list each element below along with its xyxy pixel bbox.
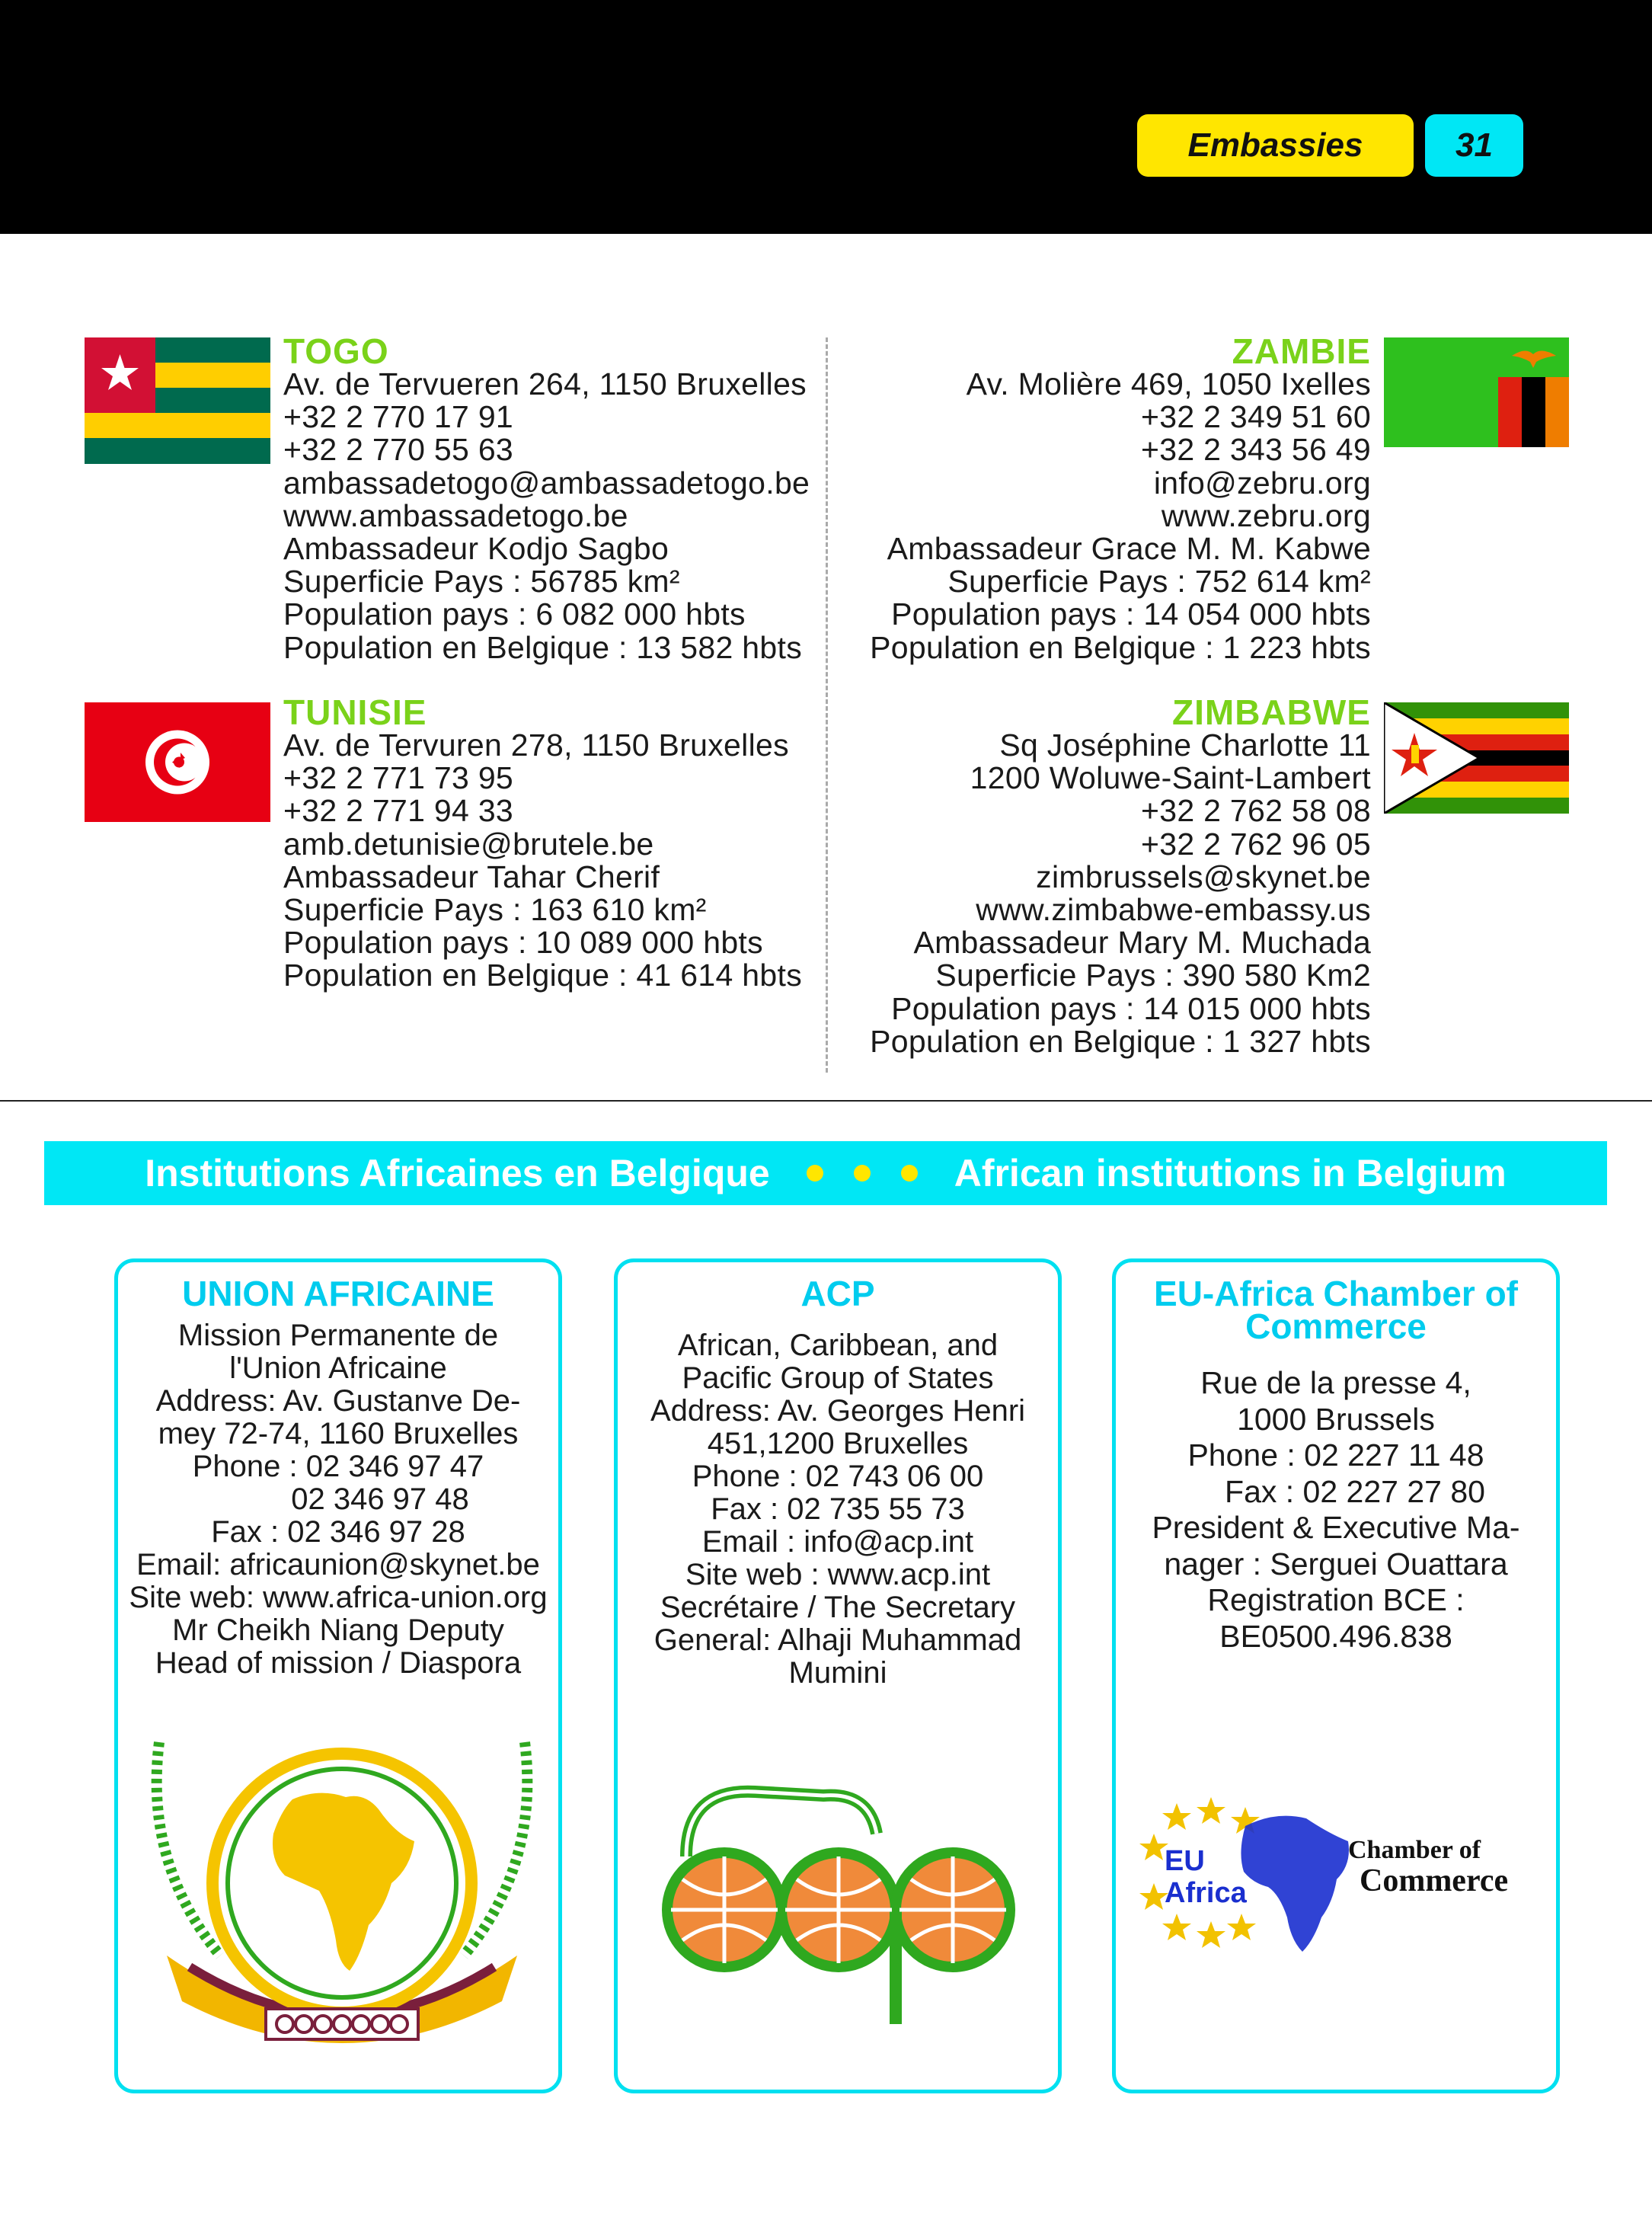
zambia-flag-icon xyxy=(1384,337,1569,447)
embassy-zimbabwe xyxy=(870,692,1371,1059)
dot-icon xyxy=(854,1165,871,1182)
institution-card-acp xyxy=(614,1258,1062,2093)
institution-title xyxy=(1116,1274,1556,1346)
embassy-togo xyxy=(283,331,810,665)
african-union-logo xyxy=(136,1727,548,2047)
embassy-line: ambassadetogo@ambassadetogo.be xyxy=(283,465,810,500)
detail-line: Email : info@acp.int xyxy=(701,1525,974,1559)
euafrica-africa-text: Africa xyxy=(1165,1877,1247,1909)
embassy-line: Population en Belgique : 13 582 hbts xyxy=(283,629,802,665)
detail-line: BE0500.496.838 xyxy=(1219,1618,1452,1654)
embassy-line: Superficie Pays : 752 614 km² xyxy=(947,564,1371,600)
detail-line: Registration BCE : xyxy=(1207,1582,1465,1617)
embassy-line: info@zebru.org xyxy=(1153,465,1371,500)
euafrica-eu-text: EU xyxy=(1165,1845,1205,1877)
embassy-line: +32 2 770 17 91 xyxy=(283,399,514,435)
euafrica-line1-text: Chamber of xyxy=(1348,1836,1481,1864)
detail-line: Mission Permanente de xyxy=(177,1319,499,1352)
embassy-line: amb.detunisie@brutele.be xyxy=(283,826,654,862)
institution-details xyxy=(618,1329,1058,1690)
detail-line: Secrétaire / The Secretary xyxy=(660,1591,1016,1624)
embassy-line: www.ambassadetogo.be xyxy=(283,497,628,533)
detail-line: 451,1200 Bruxelles xyxy=(707,1427,969,1460)
country-name: TUNISIE xyxy=(283,692,427,732)
section-divider xyxy=(0,1100,1652,1102)
country-name: ZIMBABWE xyxy=(1172,692,1371,732)
institution-title xyxy=(618,1274,1058,1313)
embassy-line: Population en Belgique : 1 327 hbts xyxy=(870,1023,1371,1059)
institution-details xyxy=(1116,1365,1556,1655)
detail-line: 02 346 97 48 xyxy=(291,1482,469,1516)
embassy-line: www.zimbabwe-embassy.us xyxy=(976,892,1371,928)
embassy-line: +32 2 343 56 49 xyxy=(1140,432,1371,468)
embassy-line: +32 2 762 58 08 xyxy=(1140,793,1371,829)
detail-line: Pacific Group of States xyxy=(682,1361,994,1395)
detail-line: Fax : 02 227 27 80 xyxy=(1225,1473,1485,1509)
embassy-line: Population pays : 14 015 000 hbts xyxy=(891,990,1371,1026)
detail-line: Fax : 02 346 97 28 xyxy=(211,1515,465,1549)
embassy-line: +32 2 770 55 63 xyxy=(283,432,514,468)
title-line: EU-Africa Chamber of xyxy=(1154,1274,1518,1313)
embassy-line: Superficie Pays : 390 580 Km2 xyxy=(935,958,1371,993)
dot-icon xyxy=(901,1165,918,1182)
detail-line: 1000 Brussels xyxy=(1237,1401,1435,1437)
detail-line: l'Union Africaine xyxy=(229,1351,447,1385)
embassy-line: Population pays : 6 082 000 hbts xyxy=(283,596,746,632)
embassy-line: Av. Molière 469, 1050 Ixelles xyxy=(966,366,1371,401)
detail-line: Head of mission / Diaspora xyxy=(155,1646,522,1680)
detail-line: Phone : 02 227 11 48 xyxy=(1187,1437,1484,1473)
country-name: ZAMBIE xyxy=(1232,331,1371,371)
column-divider xyxy=(826,337,828,1073)
dot-icon xyxy=(807,1165,823,1182)
institution-title xyxy=(118,1274,558,1313)
page-number: 31 xyxy=(1425,114,1523,177)
acp-logo xyxy=(641,1750,1037,2039)
institutions-banner xyxy=(44,1141,1607,1205)
embassy-line: +32 2 762 96 05 xyxy=(1140,826,1371,862)
togo-flag-icon xyxy=(85,337,270,464)
title-line: ACP xyxy=(800,1274,875,1313)
institution-card-eu-africa-chamber xyxy=(1112,1258,1560,2093)
zimbabwe-flag-icon xyxy=(1384,702,1569,814)
detail-line: Rue de la presse 4, xyxy=(1200,1365,1471,1400)
embassy-line: Ambassadeur Mary M. Muchada xyxy=(913,925,1371,961)
tunisia-flag-icon xyxy=(85,702,270,822)
country-name: TOGO xyxy=(283,331,389,371)
institution-details xyxy=(118,1319,558,1680)
embassy-line: Ambassadeur Kodjo Sagbo xyxy=(283,531,669,567)
title-line: UNION AFRICAINE xyxy=(182,1274,494,1313)
embassy-zambie xyxy=(870,331,1371,665)
embassy-line: +32 2 771 94 33 xyxy=(283,793,514,829)
detail-line: Mumini xyxy=(788,1656,887,1690)
detail-line: mey 72-74, 1160 Bruxelles xyxy=(158,1417,519,1450)
detail-line: African, Caribbean, and xyxy=(677,1329,999,1362)
embassy-line: +32 2 349 51 60 xyxy=(1140,399,1371,435)
embassy-line: www.zebru.org xyxy=(1161,497,1371,533)
banner-text-fr: Institutions Africaines en Belgique xyxy=(145,1152,770,1194)
embassy-line: Population en Belgique : 41 614 hbts xyxy=(283,958,802,993)
detail-line: nager : Serguei Ouattara xyxy=(1164,1546,1508,1581)
title-line: Commerce xyxy=(1245,1306,1427,1346)
detail-line: Email: africaunion@skynet.be xyxy=(136,1548,540,1581)
euafrica-line2-text: Commerce xyxy=(1360,1863,1509,1898)
embassy-line: Sq Joséphine Charlotte 11 xyxy=(999,728,1371,763)
embassy-line: Av. de Tervueren 264, 1150 Bruxelles xyxy=(283,366,807,401)
embassy-tunisie xyxy=(283,692,802,993)
embassy-line: Ambassadeur Tahar Cherif xyxy=(283,859,660,894)
embassy-line: Av. de Tervuren 278, 1150 Bruxelles xyxy=(283,728,789,763)
institution-card-union-africaine xyxy=(114,1258,562,2093)
detail-line: Site web : www.acp.int xyxy=(685,1558,991,1591)
section-badge: Embassies xyxy=(1137,114,1414,177)
embassy-line: zimbrussels@skynet.be xyxy=(1036,859,1371,894)
embassy-line: Superficie Pays : 163 610 km² xyxy=(283,892,707,928)
detail-line: Site web: www.africa-union.org xyxy=(129,1581,548,1614)
banner-text-en: African institutions in Belgium xyxy=(954,1152,1507,1194)
embassy-line: +32 2 771 73 95 xyxy=(283,760,514,796)
detail-line: General: Alhaji Muhammad xyxy=(653,1623,1022,1657)
detail-line: President & Executive Ma- xyxy=(1152,1510,1520,1545)
embassy-line: Superficie Pays : 56785 km² xyxy=(283,564,680,600)
embassy-line: 1200 Woluwe-Saint-Lambert xyxy=(970,760,1371,796)
embassy-line: Ambassadeur Grace M. M. Kabwe xyxy=(887,531,1371,567)
embassy-line: Population en Belgique : 1 223 hbts xyxy=(870,629,1371,665)
detail-line: Phone : 02 346 97 47 xyxy=(192,1450,484,1483)
embassy-line: Population pays : 10 089 000 hbts xyxy=(283,925,763,961)
detail-line: Mr Cheikh Niang Deputy xyxy=(172,1613,504,1647)
detail-line: Address: Av. Georges Henri xyxy=(650,1394,1026,1428)
embassy-line: Population pays : 14 054 000 hbts xyxy=(891,596,1371,632)
banner-dots xyxy=(807,1165,918,1182)
detail-line: Fax : 02 735 55 73 xyxy=(711,1492,965,1526)
detail-line: Address: Av. Gustanve De- xyxy=(155,1384,521,1418)
eu-africa-chamber-logo xyxy=(1131,1788,1558,1971)
detail-line: Phone : 02 743 06 00 xyxy=(692,1460,984,1493)
